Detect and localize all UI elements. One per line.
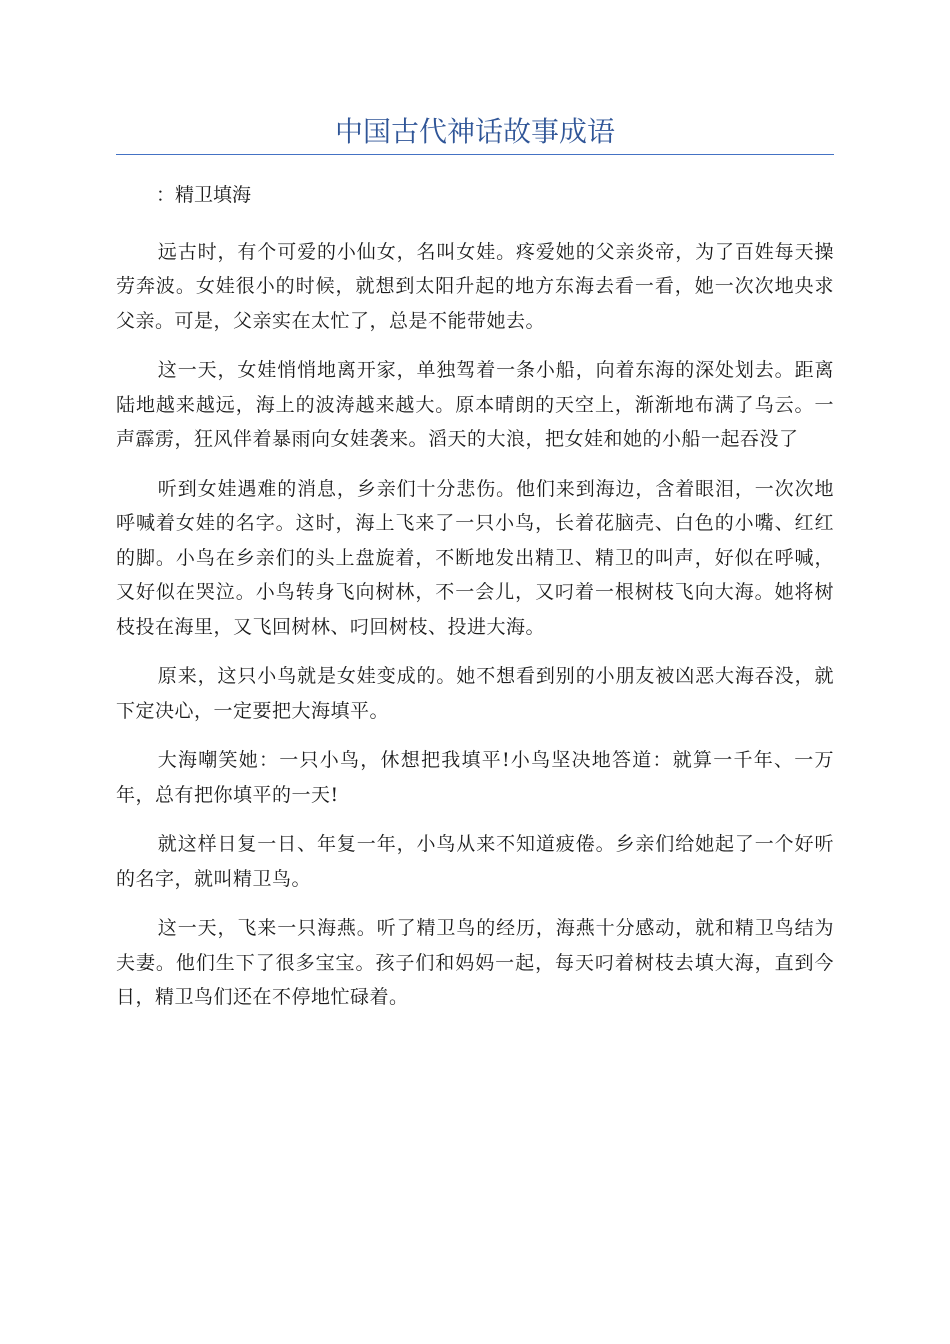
paragraph: 远古时，有个可爱的小仙女，名叫女娃。疼爱她的父亲炎帝，为了百姓每天操劳奔波。女娃很小的时候，就想到太阳升起的地方东海去看一看，她一次次地央求父亲。可是，父亲实在太忙了，总是不能带她去。 (116, 240, 834, 332)
paragraph: 听到女娃遇难的消息，乡亲们十分悲伤。他们来到海边，含着眼泪，一次次地呼喊着女娃的名字。这时，海上飞来了一只小鸟，长着花脑壳、白色的小嘴、红红的脚。小鸟在乡亲们的头上盘旋着，不断地发出精卫、精卫的叫声，好似在呼喊，又好似在哭泣。小鸟转身飞向树林，不一会儿，又叼着一根树枝飞向大海。她将树枝投在海里，又飞回树林、叼回树枝、投进大海。 (116, 477, 834, 638)
paragraph: 原来，这只小鸟就是女娃变成的。她不想看到别的小朋友被凶恶大海吞没，就下定决心，一定要把大海填平。 (116, 665, 834, 722)
title-underline (116, 154, 834, 155)
paragraph: 这一天，女娃悄悄地离开家，单独驾着一条小船，向着东海的深处划去。距离陆地越来越远，海上的波涛越来越大。原本晴朗的天空上，渐渐地布满了乌云。一声霹雳，狂风伴着暴雨向女娃袭来。滔天的大浪，把女娃和她的小船一起吞没了 (116, 359, 834, 450)
paragraph: 大海嘲笑她：一只小鸟，休想把我填平!小鸟坚决地答道：就算一千年、一万年，总有把你填平的一天! (116, 749, 834, 806)
paragraph: 就这样日复一日、年复一年，小鸟从来不知道疲倦。乡亲们给她起了一个好听的名字，就叫精卫鸟。 (116, 833, 834, 890)
paragraph: 这一天，飞来一只海燕。听了精卫鸟的经历，海燕十分感动，就和精卫鸟结为夫妻。他们生下了很多宝宝。孩子们和妈妈一起，每天叼着树枝去填大海，直到今日，精卫鸟们还在不停地忙碌着。 (116, 917, 834, 1008)
document-title: 中国古代神话故事成语 (334, 115, 615, 148)
document-body (116, 178, 834, 1030)
section-subtitle: ：精卫填海 (156, 184, 252, 206)
